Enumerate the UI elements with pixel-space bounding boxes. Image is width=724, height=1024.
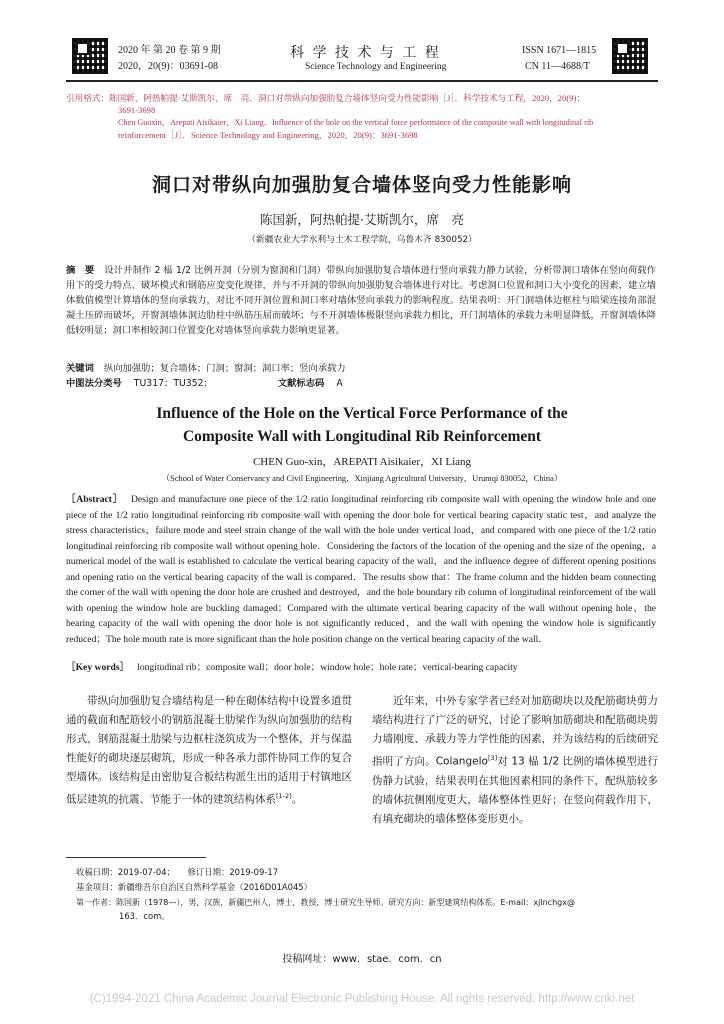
authors-cn: 陈国新，阿热帕提·艾斯凯尔，席 亮 <box>260 212 464 227</box>
header-rule <box>66 80 658 82</box>
title-en-line2: Composite Wall with Longitudinal Rib Reinforcement <box>182 428 542 445</box>
qr-code-left-icon <box>72 38 108 74</box>
abstract-en-text: Design and manufacture one piece of the 1/2 ratio longitudinal reinforcing rib composite wall with opening the window hole and one piece of the 1/2 ratio longitudinal reinforcing rib composite wall with opening the door hole for vertical bearing capacity static test，and analyze the stress characteristics，failure mode and steel strain change of the wall with the hole under vertical load，and compared with one piece of the 1/2 ratio longitudinal reinforcing rib composite wall without opening hole．Considering the factors of the location of the opening and the size of the opening，a numerical model of the wall is established to calculate the vertical bearing capacity of the wall，and the influence degree of different opening positions and opening ratio on the vertical bearing capacity of the wall is compared．The results show that：The frame column and the hidden beam connecting the corner of the wall with opening the door hole are crushed and destroyed，and the hole boundary rib column of longitudinal reinforcement of the wall with opening the window hole are buckling damaged；Compared with the ultimate vertical bearing capacity of the wall without opening hole，the bearing capacity of the wall with opening the door hole is not significantly reduced，and the wall with opening the window hole is significantly reduced；The hole mouth rate is more significant than the hole position change on the vertical bearing capacity of the wall． <box>66 494 657 645</box>
journal-pages: 2020，20(9)：03691-08 <box>118 61 218 72</box>
footnote-received: 收稿日期：2019-07-04； 修订日期：2019-09-17 <box>76 867 279 877</box>
doc-code-value: A <box>336 378 343 389</box>
doc-code-label: 文献标志码 <box>277 378 325 389</box>
body-left-paragraph <box>66 692 352 810</box>
footnote-fund: 基金项目：新疆维吾尔自治区自然科学基金（2016D01A045） <box>76 882 313 892</box>
journal-name-cn: 科 学 技 术 与 工 程 <box>290 45 441 61</box>
footnote-rule <box>66 857 206 858</box>
journal-name-en: Science Technology and Engineering <box>305 62 447 72</box>
submission-site[interactable]: 投稿网址：www．stae．com．cn <box>282 954 442 965</box>
citation-en-1: Chen Guoxin，Arepati Aisikaier，Xi Liang．Influence of the hole on the vertical force performance of the composite wall with longitudinal rib <box>118 118 594 127</box>
page-title-cn: 洞口对带纵向加强肋复合墙体竖向受力性能影响 <box>151 174 572 196</box>
keywords-cn-label: 关键词 <box>66 363 94 374</box>
body-left-ref[interactable]: [1-2] <box>276 792 292 800</box>
body-right-ref[interactable]: [3] <box>487 754 498 762</box>
citation-cn: 引用格式：陈国新，阿热帕提·艾斯凯尔，席 亮．洞口对带纵向加强肋复合墙体竖向受力性能影响［J］．科学技术与工程，2020，20(9)： <box>66 93 585 103</box>
keywords-en-label: ［Key words］ <box>66 662 130 673</box>
classification-label: 中图法分类号 <box>66 378 122 389</box>
keywords-en-text: longitudinal rib；composite wall；door hole；window hole；hole rate；vertical-bearing capacity <box>137 662 518 673</box>
abstract-cn-text: 设计并制作 2 榀 1/2 比例开洞（分别为窗洞和门洞）带纵向加强肋复合墙体进行竖向承载力静力试验，分析带洞口墙体在竖向荷载作用下的受力特点、破坏模式和钢筋应变变化规律，并与不开洞的带纵向加强肋复合墙体进行对比。考虑洞口位置和洞口大小变化的因素，建立墙体数值模型计算墙体的竖向承载力，对比不同开洞位置和洞口率对墙体竖向承载力的影响程度。结果表明：开门洞墙体边框柱与暗梁连接角部混凝土压碎而破坏，开窗洞墙体洞边肋柱中纵筋压屈而破坏；与不开洞墙体极限竖向承载力相比，开门洞墙体的承载力未明显降低，开窗洞墙体降低较明显；洞口率相较洞口位置变化对墙体竖向承载力影响更显著。 <box>66 265 656 336</box>
cn-number: CN 11—4688/T <box>525 61 590 72</box>
copyright-watermark: (C)1994-2021 China Academic Journal Electronic Publishing House. All rights reserved. http://www.cnki.net <box>89 993 635 1005</box>
body-right-end: 对 13 榀 1/2 比例的墙体模型进行伪静力试验，结果表明在其他因素相同的条件下，配纵筋较多的墙体抗侧刚度更大，墙体整体性更好；在竖向荷载作用下，有填充砌块的墙体整体变形更小。 <box>372 755 659 825</box>
keywords-cn-text: 纵向加强肋；复合墙体；门洞；窗洞；洞口率；竖向承载力 <box>103 363 346 374</box>
body-right-paragraph <box>372 692 658 829</box>
body-right-text: 近年来，中外专家学者已经对加筋砌块以及配筋砌块剪力墙结构进行了广泛的研究，讨论了影响加筋砌块和配筋砌块剪力墙刚度、承载力等力学性能的因素，并为该结构的后续研究指明了方向。Colangelo <box>372 695 658 768</box>
issn: ISSN 1671—1815 <box>522 45 597 56</box>
affiliation-cn: （新疆农业大学水利与土木工程学院，乌鲁木齐 830052） <box>247 235 477 245</box>
title-en-line1: Influence of the Hole on the Vertical Force Performance of the <box>156 405 568 422</box>
classification-value: TU317；TU352； <box>133 378 213 389</box>
footnote-author-cont: 163．com。 <box>119 911 170 921</box>
abstract-cn <box>66 263 656 338</box>
affiliation-en: （School of Water Conservancy and Civil Engineering，Xinjiang Agricultural University，Urumqi 830052，China） <box>161 474 563 483</box>
abstract-cn-label: 摘 要 <box>66 265 95 276</box>
citation-en-2: reinforcement［J］．Science Technology and Engineering，2020，20(9)：3691-3698 <box>118 130 418 140</box>
keywords-en <box>66 660 656 676</box>
classification-cn <box>66 376 656 391</box>
abstract-en-label: ［Abstract］ <box>66 494 123 505</box>
journal-issue: 2020 年 第 20 卷 第 9 期 <box>118 45 221 56</box>
citation-cn-pages: 3691-3698 <box>118 105 156 115</box>
abstract-en <box>66 492 656 647</box>
body-left-end: 。 <box>291 793 303 806</box>
body-left-text: 带纵向加强肋复合墙结构是一种在砌体结构中设置多道贯通的截面和配筋较小的钢筋混凝土肋梁作为纵向加强肋的结构形式，钢筋混凝土肋梁与边框柱浇筑成为一个整体，并与保温性能好的砌块逐层砌筑，形成一种各承力部件协同工作的复合型墙体。该结构是由密肋复合板结构派生出的适用于村镇地区低层建筑的抗震、节能于一体的建筑结构体系 <box>66 695 352 806</box>
qr-code-right-icon <box>612 38 648 74</box>
footnote-author: 第一作者：陈国新（1978—），男，汉族，新疆巴州人，博士，教授，博士研究生导师。研究方向：新型建筑结构体系。E-mail：xjlnchgx@ <box>76 898 575 907</box>
authors-en: CHEN Guo-xin，AREPATI Aisikaier，XI Liang <box>252 456 472 468</box>
keywords-cn <box>66 361 656 376</box>
